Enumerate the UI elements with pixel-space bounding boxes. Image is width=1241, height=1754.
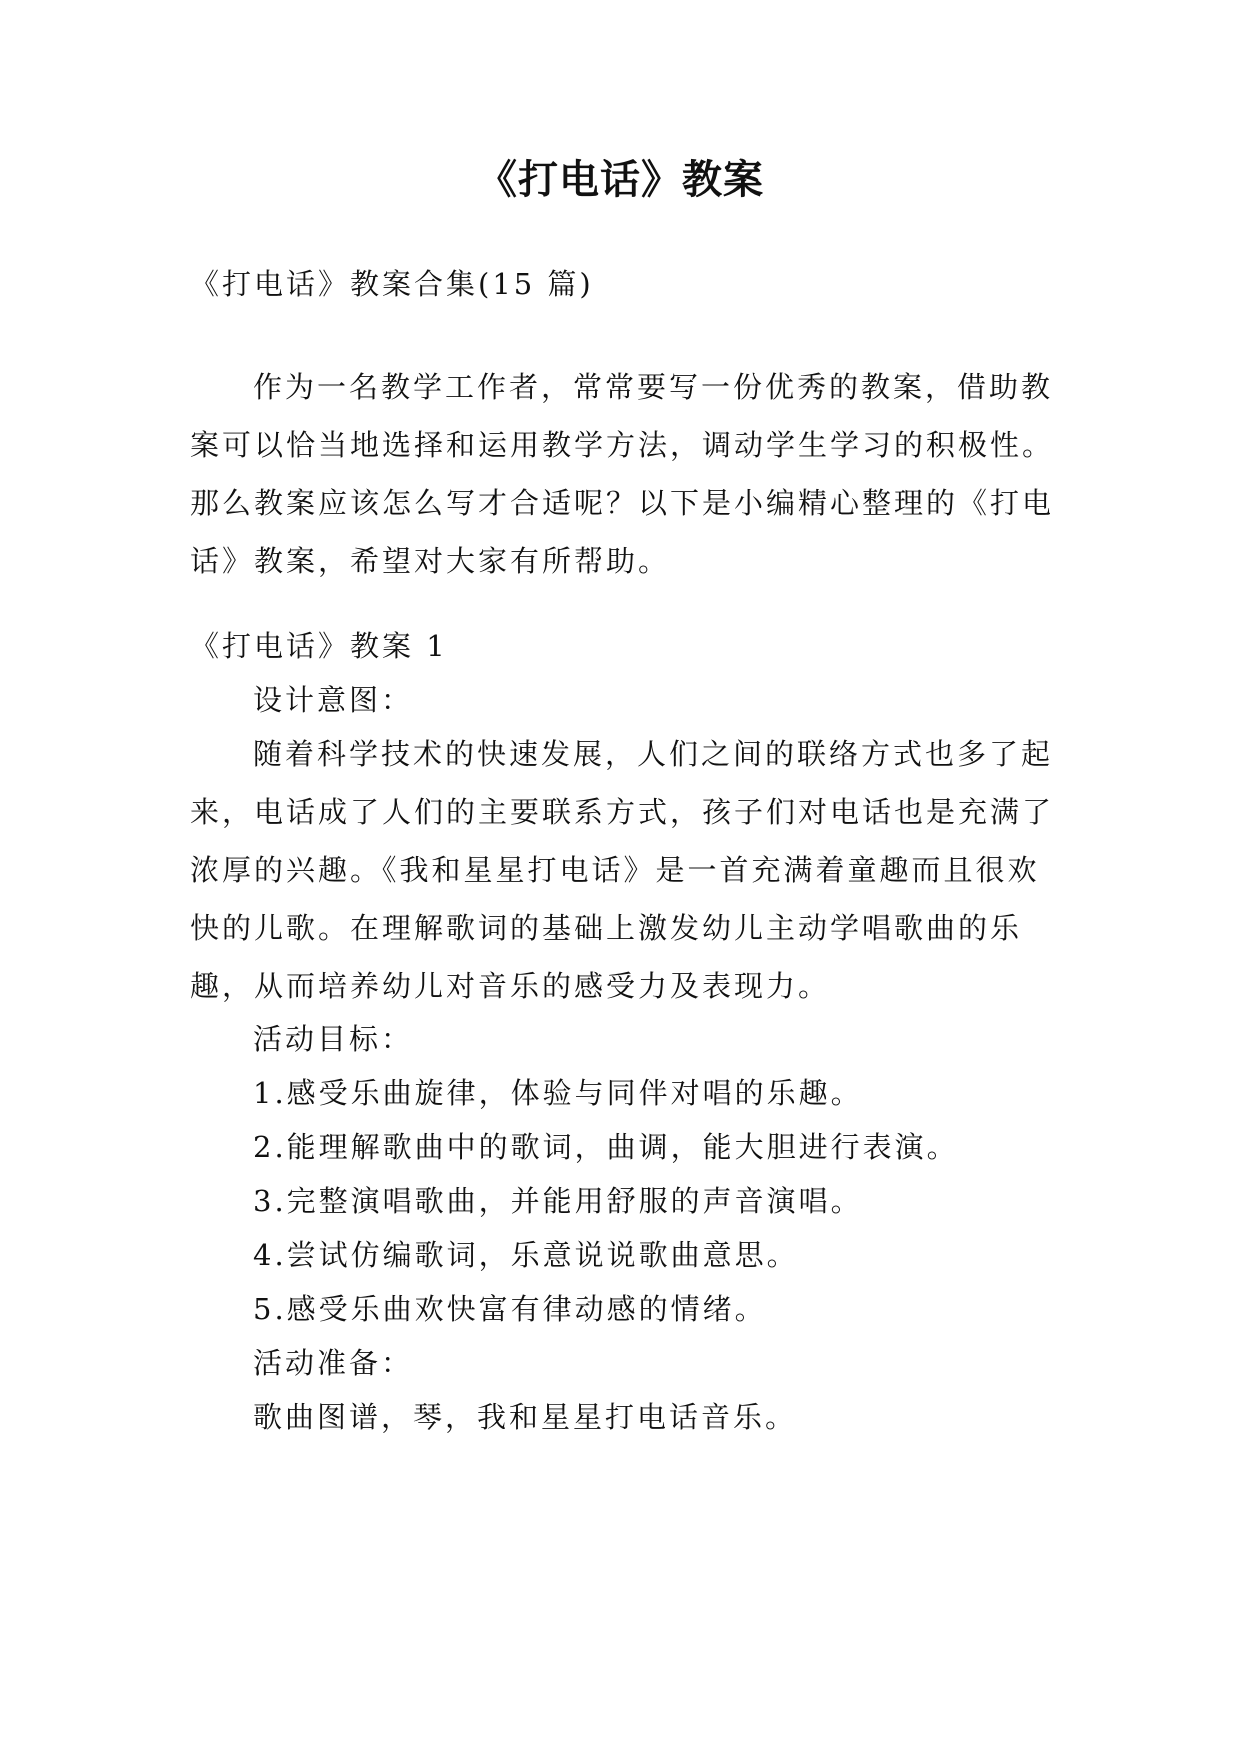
document-subtitle: 《打电话》教案合集(15 篇) xyxy=(190,267,594,301)
goals-label: 活动目标： xyxy=(253,1022,414,1056)
goal-item-1: 1.感受乐曲旋律，体验与同伴对唱的乐趣。 xyxy=(253,1076,863,1110)
section-heading: 《打电话》教案 1 xyxy=(190,629,448,663)
design-intent-label: 设计意图： xyxy=(253,683,414,717)
goal-item-4: 4.尝试仿编歌词，乐意说说歌曲意思。 xyxy=(253,1238,799,1272)
document-title: 《打电话》教案 xyxy=(477,157,764,203)
preparation-label: 活动准备： xyxy=(253,1346,414,1380)
design-intent-paragraph: 随着科学技术的快速发展，人们之间的联络方式也多了起来，电话成了人们的主要联系方式，孩子们对电话也是充满了浓厚的兴趣。《我和星星打电话》是一首充满着童趣而且很欢快的儿歌。在理解歌词的基础上激发幼儿主动学唱歌曲的乐趣，从而培养幼儿对音乐的感受力及表现力。 xyxy=(190,737,1055,1003)
goal-item-2: 2.能理解歌曲中的歌词，曲调，能大胆进行表演。 xyxy=(253,1130,959,1164)
goal-item-5: 5.感受乐曲欢快富有律动感的情绪。 xyxy=(253,1292,767,1326)
intro-paragraph: 作为一名教学工作者，常常要写一份优秀的教案，借助教案可以恰当地选择和运用教学方法，调动学生学习的积极性。那么教案应该怎么写才合适呢？以下是小编精心整理的《打电话》教案，希望对大家有所帮助。 xyxy=(190,370,1055,578)
goal-item-3: 3.完整演唱歌曲，并能用舒服的声音演唱。 xyxy=(253,1184,863,1218)
preparation-text: 歌曲图谱，琴，我和星星打电话音乐。 xyxy=(253,1400,798,1434)
